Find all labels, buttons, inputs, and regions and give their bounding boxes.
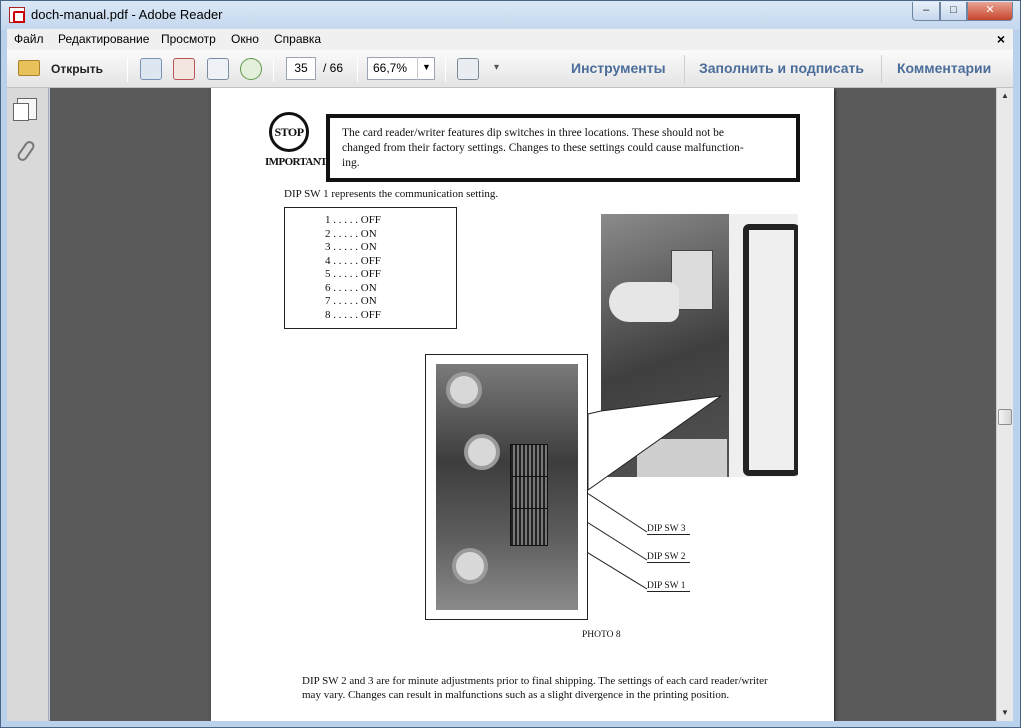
edit-pdf-icon[interactable] xyxy=(207,58,229,80)
photo-caption: PHOTO 8 xyxy=(582,630,621,640)
close-document-icon[interactable]: × xyxy=(996,31,1005,47)
switch-setting: 3 . . . . . ON xyxy=(325,241,377,253)
switch-setting: 7 . . . . . ON xyxy=(325,295,377,307)
fit-page-icon[interactable] xyxy=(457,58,479,80)
body-paragraph xyxy=(302,674,792,702)
page-total: / 66 xyxy=(323,61,344,75)
toolbar-separator xyxy=(127,58,128,82)
switch-setting: 5 . . . . . OFF xyxy=(325,268,381,280)
menu-bar xyxy=(7,29,1013,50)
switch-setting: 8 . . . . . OFF xyxy=(325,308,381,321)
comments-link[interactable]: Комментарии xyxy=(897,60,992,76)
toolbar-separator xyxy=(273,58,274,82)
open-button[interactable] xyxy=(16,57,116,81)
menu-window[interactable]: Окно xyxy=(231,32,259,46)
create-pdf-icon[interactable] xyxy=(140,58,162,80)
menu-file[interactable]: Файл xyxy=(14,32,44,46)
switch-setting: 2 . . . . . ON xyxy=(325,227,377,240)
toolbar-separator xyxy=(684,55,685,83)
window-title: doch-manual.pdf - Adobe Reader xyxy=(31,7,223,22)
page-thumbnails-icon[interactable] xyxy=(17,98,37,120)
pdf-app-icon[interactable] xyxy=(9,7,25,23)
stop-sign: STOP xyxy=(269,112,309,152)
important-label: IMPORTANT! xyxy=(265,156,330,168)
card-reader-photo xyxy=(601,214,798,477)
warning-line: The card reader/writer features dip switches in three locations. These should not be xyxy=(342,127,725,139)
dip-switch-closeup-photo xyxy=(425,354,588,620)
zoom-select[interactable]: 66,7% xyxy=(367,57,435,80)
scroll-down-icon[interactable]: ▼ xyxy=(1001,708,1009,717)
body-line: DIP SW 2 and 3 are for minute adjustments prior to final shipping. The settings of each card reader/writer xyxy=(302,675,768,687)
window-bottom-border xyxy=(7,721,1013,727)
dip-intro-text: DIP SW 1 represents the communication setting. xyxy=(284,188,499,200)
scroll-thumb[interactable] xyxy=(998,409,1012,425)
menu-view[interactable]: Просмотр xyxy=(161,32,216,46)
dip-sw2-label: DIP SW 2 xyxy=(647,552,690,563)
toolbar xyxy=(7,50,1013,88)
menu-help[interactable]: Справка xyxy=(274,32,322,46)
folder-icon xyxy=(18,60,40,76)
body-line: may vary. Changes can result in malfunctions such as a slight divergence in the printing position. xyxy=(302,689,730,701)
navigation-pane xyxy=(7,88,49,721)
attachments-icon[interactable] xyxy=(16,139,37,163)
fill-sign-link[interactable]: Заполнить и подписать xyxy=(699,60,864,76)
pdf-page xyxy=(211,88,834,721)
switch-settings-box xyxy=(284,207,457,329)
menu-edit[interactable]: Редактирование xyxy=(58,32,150,46)
scroll-up-icon[interactable]: ▲ xyxy=(1001,91,1009,100)
vertical-scrollbar[interactable] xyxy=(996,88,1013,721)
open-label: Открыть xyxy=(51,62,104,76)
toolbar-separator xyxy=(881,55,882,83)
switch-setting: 1 . . . . . OFF xyxy=(325,214,381,226)
page-number-input[interactable]: 35 xyxy=(286,57,316,80)
dip-sw3-label: DIP SW 3 xyxy=(647,524,690,535)
switch-setting: 6 . . . . . ON xyxy=(325,281,377,294)
zoom-dropdown-icon[interactable]: ▼ xyxy=(417,57,435,80)
export-pdf-icon[interactable] xyxy=(173,58,195,80)
warning-line: changed from their factory settings. Changes to these settings could cause malfunction- xyxy=(342,142,744,154)
upload-cloud-icon[interactable] xyxy=(240,58,262,80)
toolbar-separator xyxy=(445,58,446,82)
tools-link[interactable]: Инструменты xyxy=(571,60,666,76)
dip-sw1-label: DIP SW 1 xyxy=(647,581,690,592)
close-window-button[interactable]: ✕ xyxy=(967,2,1013,21)
title-bar[interactable] xyxy=(1,1,1020,30)
document-viewport[interactable] xyxy=(50,88,996,721)
toolbar-separator xyxy=(357,58,358,82)
warning-line: ing. xyxy=(342,157,360,169)
minimize-button[interactable]: – xyxy=(912,2,940,21)
toolbar-overflow-icon[interactable]: ▾ xyxy=(494,62,500,73)
switch-setting: 4 . . . . . OFF xyxy=(325,254,381,267)
warning-box xyxy=(326,114,800,182)
maximize-button[interactable]: □ xyxy=(940,2,967,21)
